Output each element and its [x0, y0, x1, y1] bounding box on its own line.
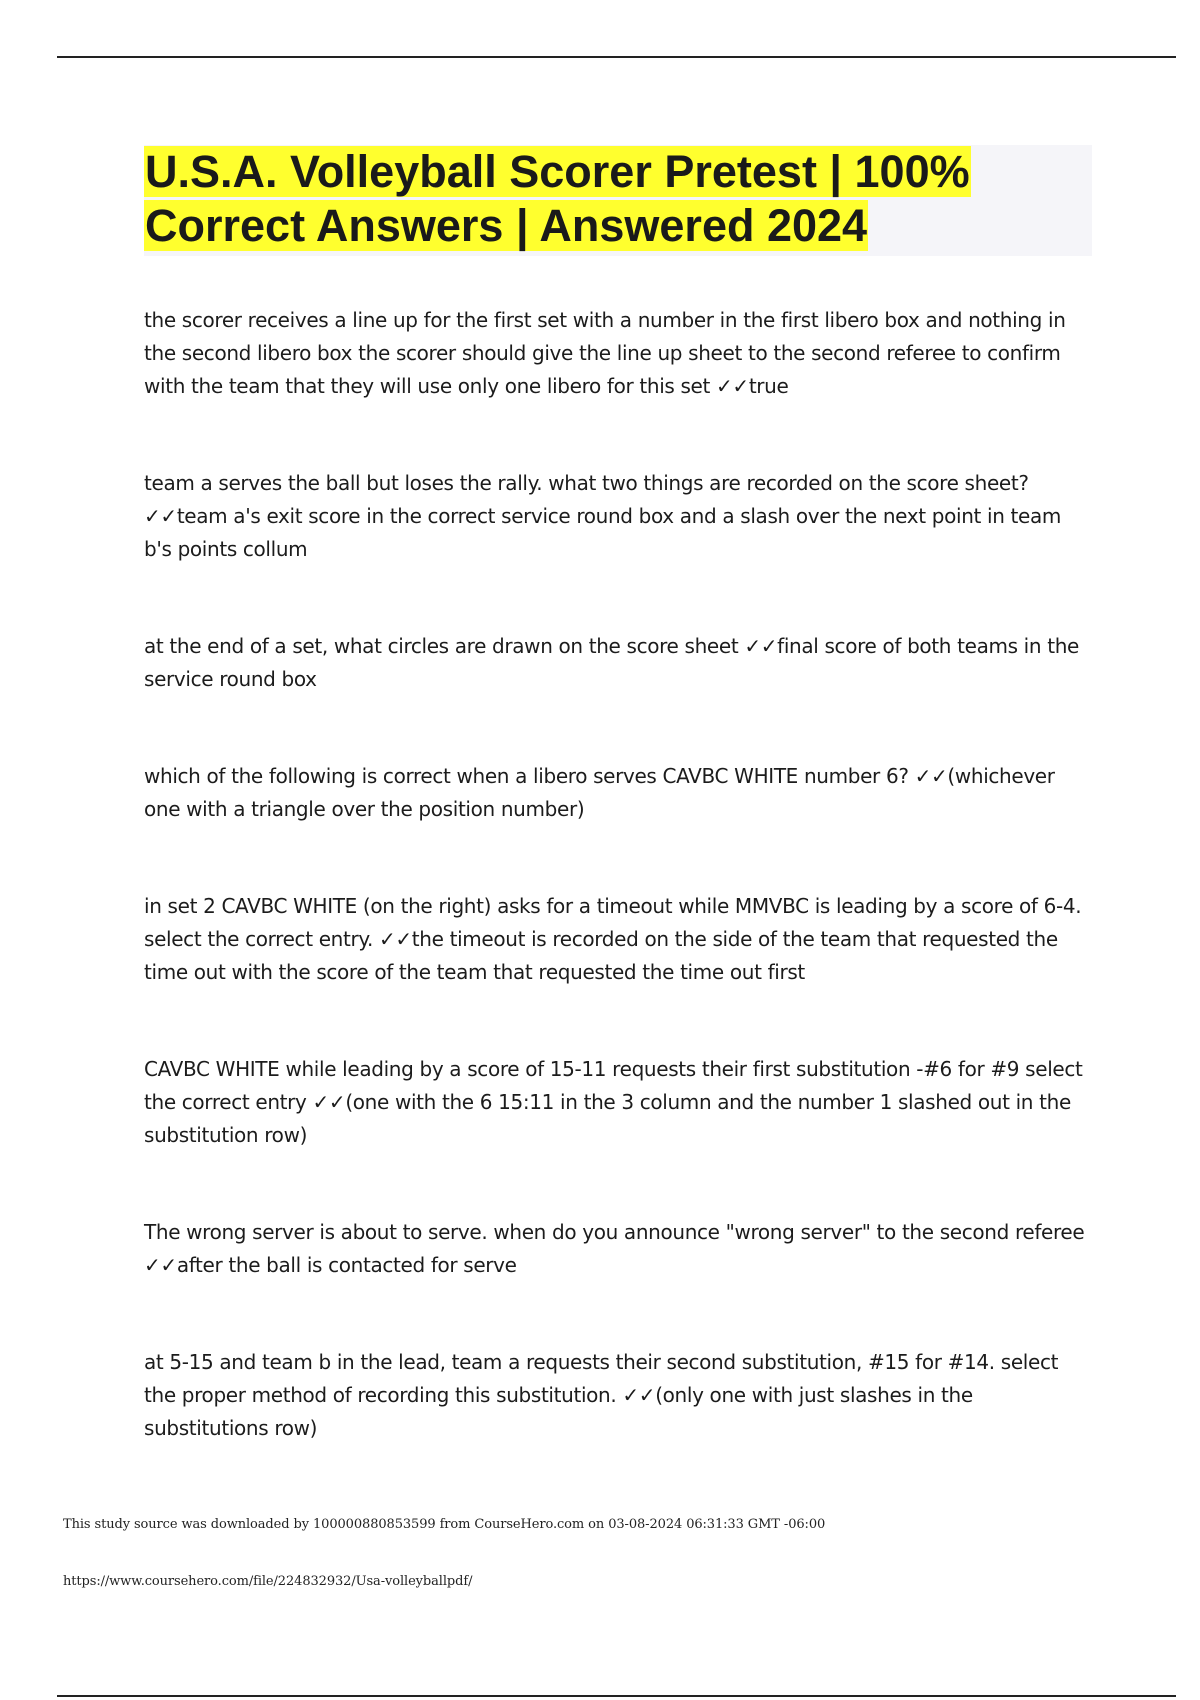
title-line-1: U.S.A. Volleyball Scorer Pretest | 100%: [145, 146, 970, 197]
qa-item-2: team a serves the ball but loses the rally. what two things are recorded on the score sheet? ✓✓team a's exit score in the correct service round box and a slash over the next point in team b's points collum: [144, 471, 1062, 561]
qa-item-6: CAVBC WHITE while leading by a score of 15-11 requests their first substitution -#6 for #9 select the correct entry ✓✓(one with the 6 15:11 in the 3 column and the number 1 slashed out in the substitution row): [144, 1057, 1083, 1147]
source-url: https://www.coursehero.com/file/224832932/Usa-volleyballpdf/: [63, 1574, 473, 1589]
document-title: [144, 145, 1092, 253]
qa-item-8: at 5-15 and team b in the lead, team a requests their second substitution, #15 for #14. select the proper method of recording this substitution. ✓✓(only one with just slashes in the substitutions row): [144, 1350, 1059, 1440]
title-line-2: Correct Answers | Answered 2024: [145, 200, 868, 251]
top-rule: [57, 56, 1176, 58]
title-block: [144, 145, 1092, 256]
qa-item-7: The wrong server is about to serve. when do you announce "wrong server" to the second referee ✓✓after the ball is contacted for serve: [144, 1220, 1085, 1277]
bottom-rule: [57, 1695, 1176, 1697]
qa-item-1: the scorer receives a line up for the first set with a number in the first libero box and nothing in the second libero box the scorer should give the line up sheet to the second referee to confirm with the team that they will use only one libero for this set ✓✓true: [144, 308, 1066, 398]
qa-item-3: at the end of a set, what circles are drawn on the score sheet ✓✓final score of both teams in the service round box: [144, 634, 1079, 691]
qa-list: [144, 304, 1094, 1445]
qa-item-4: which of the following is correct when a libero serves CAVBC WHITE number 6? ✓✓(whichever one with a triangle over the position number): [144, 764, 1055, 821]
qa-item-5: in set 2 CAVBC WHITE (on the right) asks for a timeout while MMVBC is leading by a score of 6-4. select the correct entry. ✓✓the timeout is recorded on the side of the team that requested the time out with the score of the team that requested the time out first: [144, 894, 1082, 984]
download-note: This study source was downloaded by 100000880853599 from CourseHero.com on 03-08-2024 06:31:33 GMT -06:00: [63, 1517, 826, 1532]
